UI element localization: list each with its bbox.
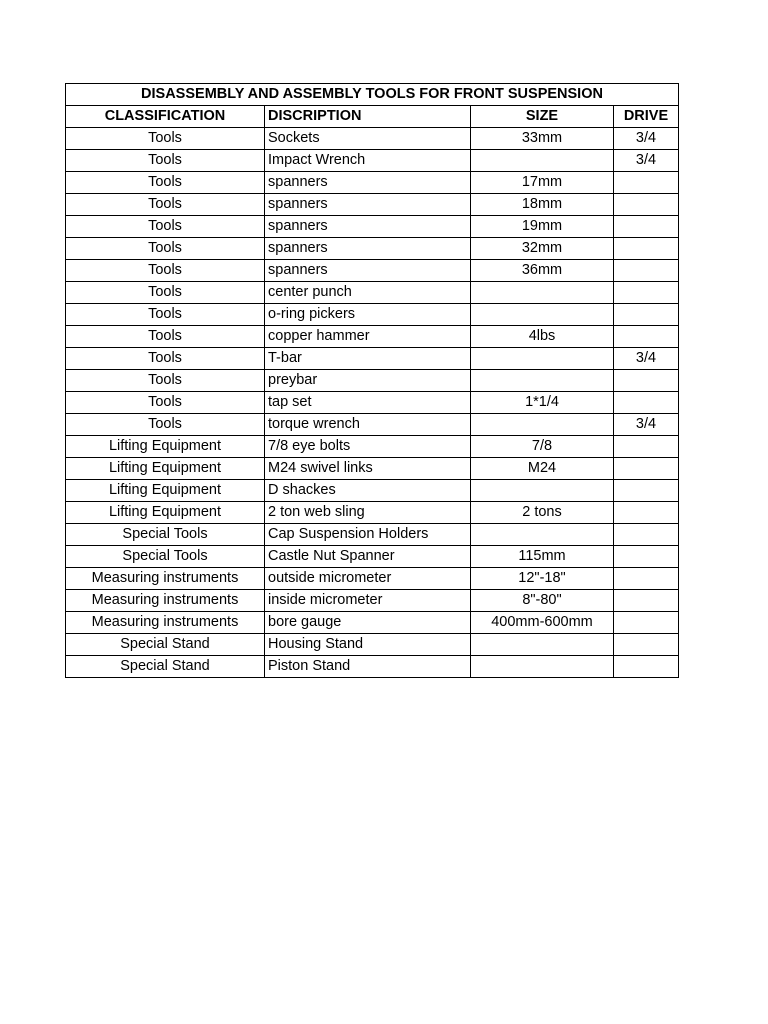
cell-drive (614, 612, 679, 634)
cell-classification: Tools (66, 282, 265, 304)
table-row (66, 282, 679, 304)
cell-drive (614, 502, 679, 524)
table-row (66, 370, 679, 392)
cell-size: 17mm (471, 172, 614, 194)
cell-classification: Special Tools (66, 546, 265, 568)
cell-classification: Special Stand (66, 634, 265, 656)
cell-description: T-bar (265, 348, 471, 370)
table-row (66, 414, 679, 436)
cell-description: 7/8 eye bolts (265, 436, 471, 458)
cell-description: inside micrometer (265, 590, 471, 612)
header-drive: DRIVE (614, 106, 679, 128)
cell-size (471, 656, 614, 678)
cell-size: 8"-80" (471, 590, 614, 612)
cell-drive (614, 524, 679, 546)
cell-drive (614, 216, 679, 238)
cell-size: 12"-18" (471, 568, 614, 590)
cell-description: center punch (265, 282, 471, 304)
cell-classification: Tools (66, 392, 265, 414)
cell-description: copper hammer (265, 326, 471, 348)
table-row (66, 238, 679, 260)
cell-drive (614, 370, 679, 392)
cell-description: preybar (265, 370, 471, 392)
header-description: DISCRIPTION (265, 106, 471, 128)
cell-size (471, 524, 614, 546)
header-classification: CLASSIFICATION (66, 106, 265, 128)
table-row (66, 612, 679, 634)
cell-classification: Tools (66, 150, 265, 172)
cell-size: 4lbs (471, 326, 614, 348)
cell-drive: 3/4 (614, 414, 679, 436)
cell-drive (614, 590, 679, 612)
cell-size (471, 370, 614, 392)
cell-size: 36mm (471, 260, 614, 282)
cell-drive (614, 238, 679, 260)
cell-classification: Tools (66, 216, 265, 238)
cell-classification: Lifting Equipment (66, 436, 265, 458)
cell-drive (614, 546, 679, 568)
cell-size: 32mm (471, 238, 614, 260)
cell-description: spanners (265, 172, 471, 194)
tools-table (65, 83, 679, 678)
table-row (66, 392, 679, 414)
cell-drive (614, 172, 679, 194)
table-body (66, 128, 679, 678)
header-row (66, 106, 679, 128)
header-size: SIZE (471, 106, 614, 128)
cell-drive (614, 458, 679, 480)
cell-size (471, 634, 614, 656)
cell-classification: Tools (66, 370, 265, 392)
cell-drive (614, 194, 679, 216)
cell-drive (614, 568, 679, 590)
table-row (66, 128, 679, 150)
cell-drive (614, 392, 679, 414)
cell-description: Sockets (265, 128, 471, 150)
cell-drive: 3/4 (614, 348, 679, 370)
cell-description: spanners (265, 194, 471, 216)
table-row (66, 304, 679, 326)
table-row (66, 656, 679, 678)
cell-classification: Tools (66, 238, 265, 260)
cell-classification: Measuring instruments (66, 612, 265, 634)
tools-sheet (65, 83, 679, 678)
cell-classification: Tools (66, 260, 265, 282)
cell-size: 19mm (471, 216, 614, 238)
table-row (66, 216, 679, 238)
table-row (66, 502, 679, 524)
cell-size (471, 150, 614, 172)
cell-classification: Tools (66, 304, 265, 326)
cell-classification: Lifting Equipment (66, 458, 265, 480)
cell-description: Piston Stand (265, 656, 471, 678)
cell-size: 18mm (471, 194, 614, 216)
table-row (66, 634, 679, 656)
cell-classification: Tools (66, 172, 265, 194)
cell-description: Impact Wrench (265, 150, 471, 172)
title-row (66, 84, 679, 106)
cell-classification: Tools (66, 128, 265, 150)
table-row (66, 260, 679, 282)
cell-drive (614, 656, 679, 678)
cell-size: 400mm-600mm (471, 612, 614, 634)
cell-drive (614, 436, 679, 458)
cell-description: D shackes (265, 480, 471, 502)
table-row (66, 348, 679, 370)
cell-size: 33mm (471, 128, 614, 150)
cell-size: 1*1/4 (471, 392, 614, 414)
cell-drive (614, 480, 679, 502)
table-row (66, 524, 679, 546)
cell-size: 115mm (471, 546, 614, 568)
cell-description: spanners (265, 216, 471, 238)
table-row (66, 568, 679, 590)
cell-size (471, 282, 614, 304)
cell-description: bore gauge (265, 612, 471, 634)
table-row (66, 172, 679, 194)
cell-size: M24 (471, 458, 614, 480)
cell-description: spanners (265, 260, 471, 282)
cell-description: Cap Suspension Holders (265, 524, 471, 546)
table-row (66, 590, 679, 612)
cell-classification: Tools (66, 326, 265, 348)
table-row (66, 150, 679, 172)
cell-classification: Special Stand (66, 656, 265, 678)
cell-classification: Special Tools (66, 524, 265, 546)
cell-classification: Measuring instruments (66, 568, 265, 590)
table-row (66, 480, 679, 502)
cell-classification: Tools (66, 348, 265, 370)
cell-description: o-ring pickers (265, 304, 471, 326)
cell-size (471, 348, 614, 370)
cell-classification: Measuring instruments (66, 590, 265, 612)
table-row (66, 326, 679, 348)
cell-description: Castle Nut Spanner (265, 546, 471, 568)
cell-size (471, 414, 614, 436)
cell-description: M24 swivel links (265, 458, 471, 480)
cell-drive (614, 326, 679, 348)
cell-drive (614, 304, 679, 326)
cell-drive: 3/4 (614, 128, 679, 150)
cell-description: tap set (265, 392, 471, 414)
cell-drive (614, 260, 679, 282)
cell-size (471, 304, 614, 326)
cell-description: torque wrench (265, 414, 471, 436)
table-row (66, 458, 679, 480)
cell-drive (614, 282, 679, 304)
cell-classification: Tools (66, 414, 265, 436)
table-title: DISASSEMBLY AND ASSEMBLY TOOLS FOR FRONT SUSPENSION (66, 84, 679, 106)
cell-classification: Lifting Equipment (66, 502, 265, 524)
cell-classification: Tools (66, 194, 265, 216)
cell-description: 2 ton web sling (265, 502, 471, 524)
cell-size (471, 480, 614, 502)
cell-description: Housing Stand (265, 634, 471, 656)
cell-size: 2 tons (471, 502, 614, 524)
table-row (66, 546, 679, 568)
cell-drive: 3/4 (614, 150, 679, 172)
cell-description: outside micrometer (265, 568, 471, 590)
cell-classification: Lifting Equipment (66, 480, 265, 502)
table-row (66, 194, 679, 216)
cell-drive (614, 634, 679, 656)
table-row (66, 436, 679, 458)
cell-size: 7/8 (471, 436, 614, 458)
cell-description: spanners (265, 238, 471, 260)
